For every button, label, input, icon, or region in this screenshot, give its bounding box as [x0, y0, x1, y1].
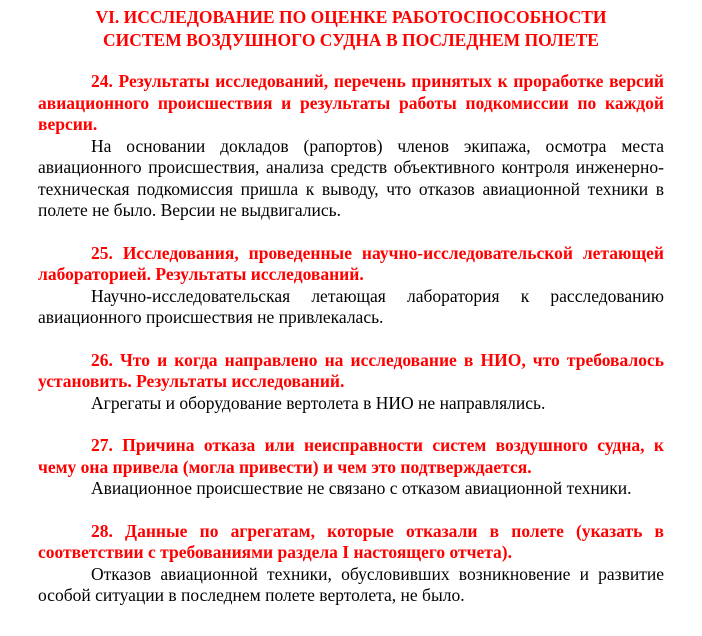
item-28: [38, 521, 664, 607]
item-27-heading: 27. Причина отказа или неисправности систем воздушного судна, к чему она привела (могла привести) и чем это подтверждается.: [38, 435, 664, 477]
item-26-body: Агрегаты и оборудование вертолета в НИО не направлялись.: [91, 392, 546, 413]
item-28-heading: 28. Данные по агрегатам, которые отказали в полете (указать в соответствии с требованиями раздела I настоящего отчета).: [38, 520, 664, 562]
section-title-line-2: СИСТЕМ ВОЗДУШНОГО СУДНА В ПОСЛЕДНЕМ ПОЛЕТЕ: [103, 30, 599, 50]
item-25-heading: 25. Исследования, проведенные научно-исследовательской летающей лабораторией. Результаты исследований.: [38, 242, 664, 284]
section-title-line-1: VI. ИССЛЕДОВАНИЕ ПО ОЦЕНКЕ РАБОТОСПОСОБНОСТИ: [95, 7, 607, 27]
item-24-body: На основании докладов (рапортов) членов экипажа, осмотра места авиационного происшествия, анализа средств объективного контроля инженерно-техническая подкомиссия пришла к выводу, что отказов авиационной техники в полете не было. Версии не выдвигались.: [38, 135, 664, 220]
item-24: [38, 71, 664, 222]
item-26-heading: 26. Что и когда направлено на исследование в НИО, что требовалось установить. Результаты исследований.: [38, 349, 664, 391]
document-page: [38, 6, 664, 628]
item-27: [38, 435, 664, 500]
item-25-body: Научно-исследовательская летающая лаборатория к расследованию авиационного происшествия не привлекалась.: [38, 285, 664, 327]
item-27-body: Авиационное происшествие не связано с отказом авиационной техники.: [91, 478, 632, 498]
section-title: [38, 6, 664, 52]
item-25: [38, 243, 664, 329]
item-28-body: Отказов авиационной техники, обусловивших возникновение и развитие особой ситуации в последнем полете вертолета, не было.: [38, 563, 664, 605]
item-24-heading: 24. Результаты исследований, перечень принятых к проработке версий авиационного происшествия и результаты работы подкомиссии по каждой версии.: [38, 71, 664, 134]
item-26: [38, 350, 664, 415]
